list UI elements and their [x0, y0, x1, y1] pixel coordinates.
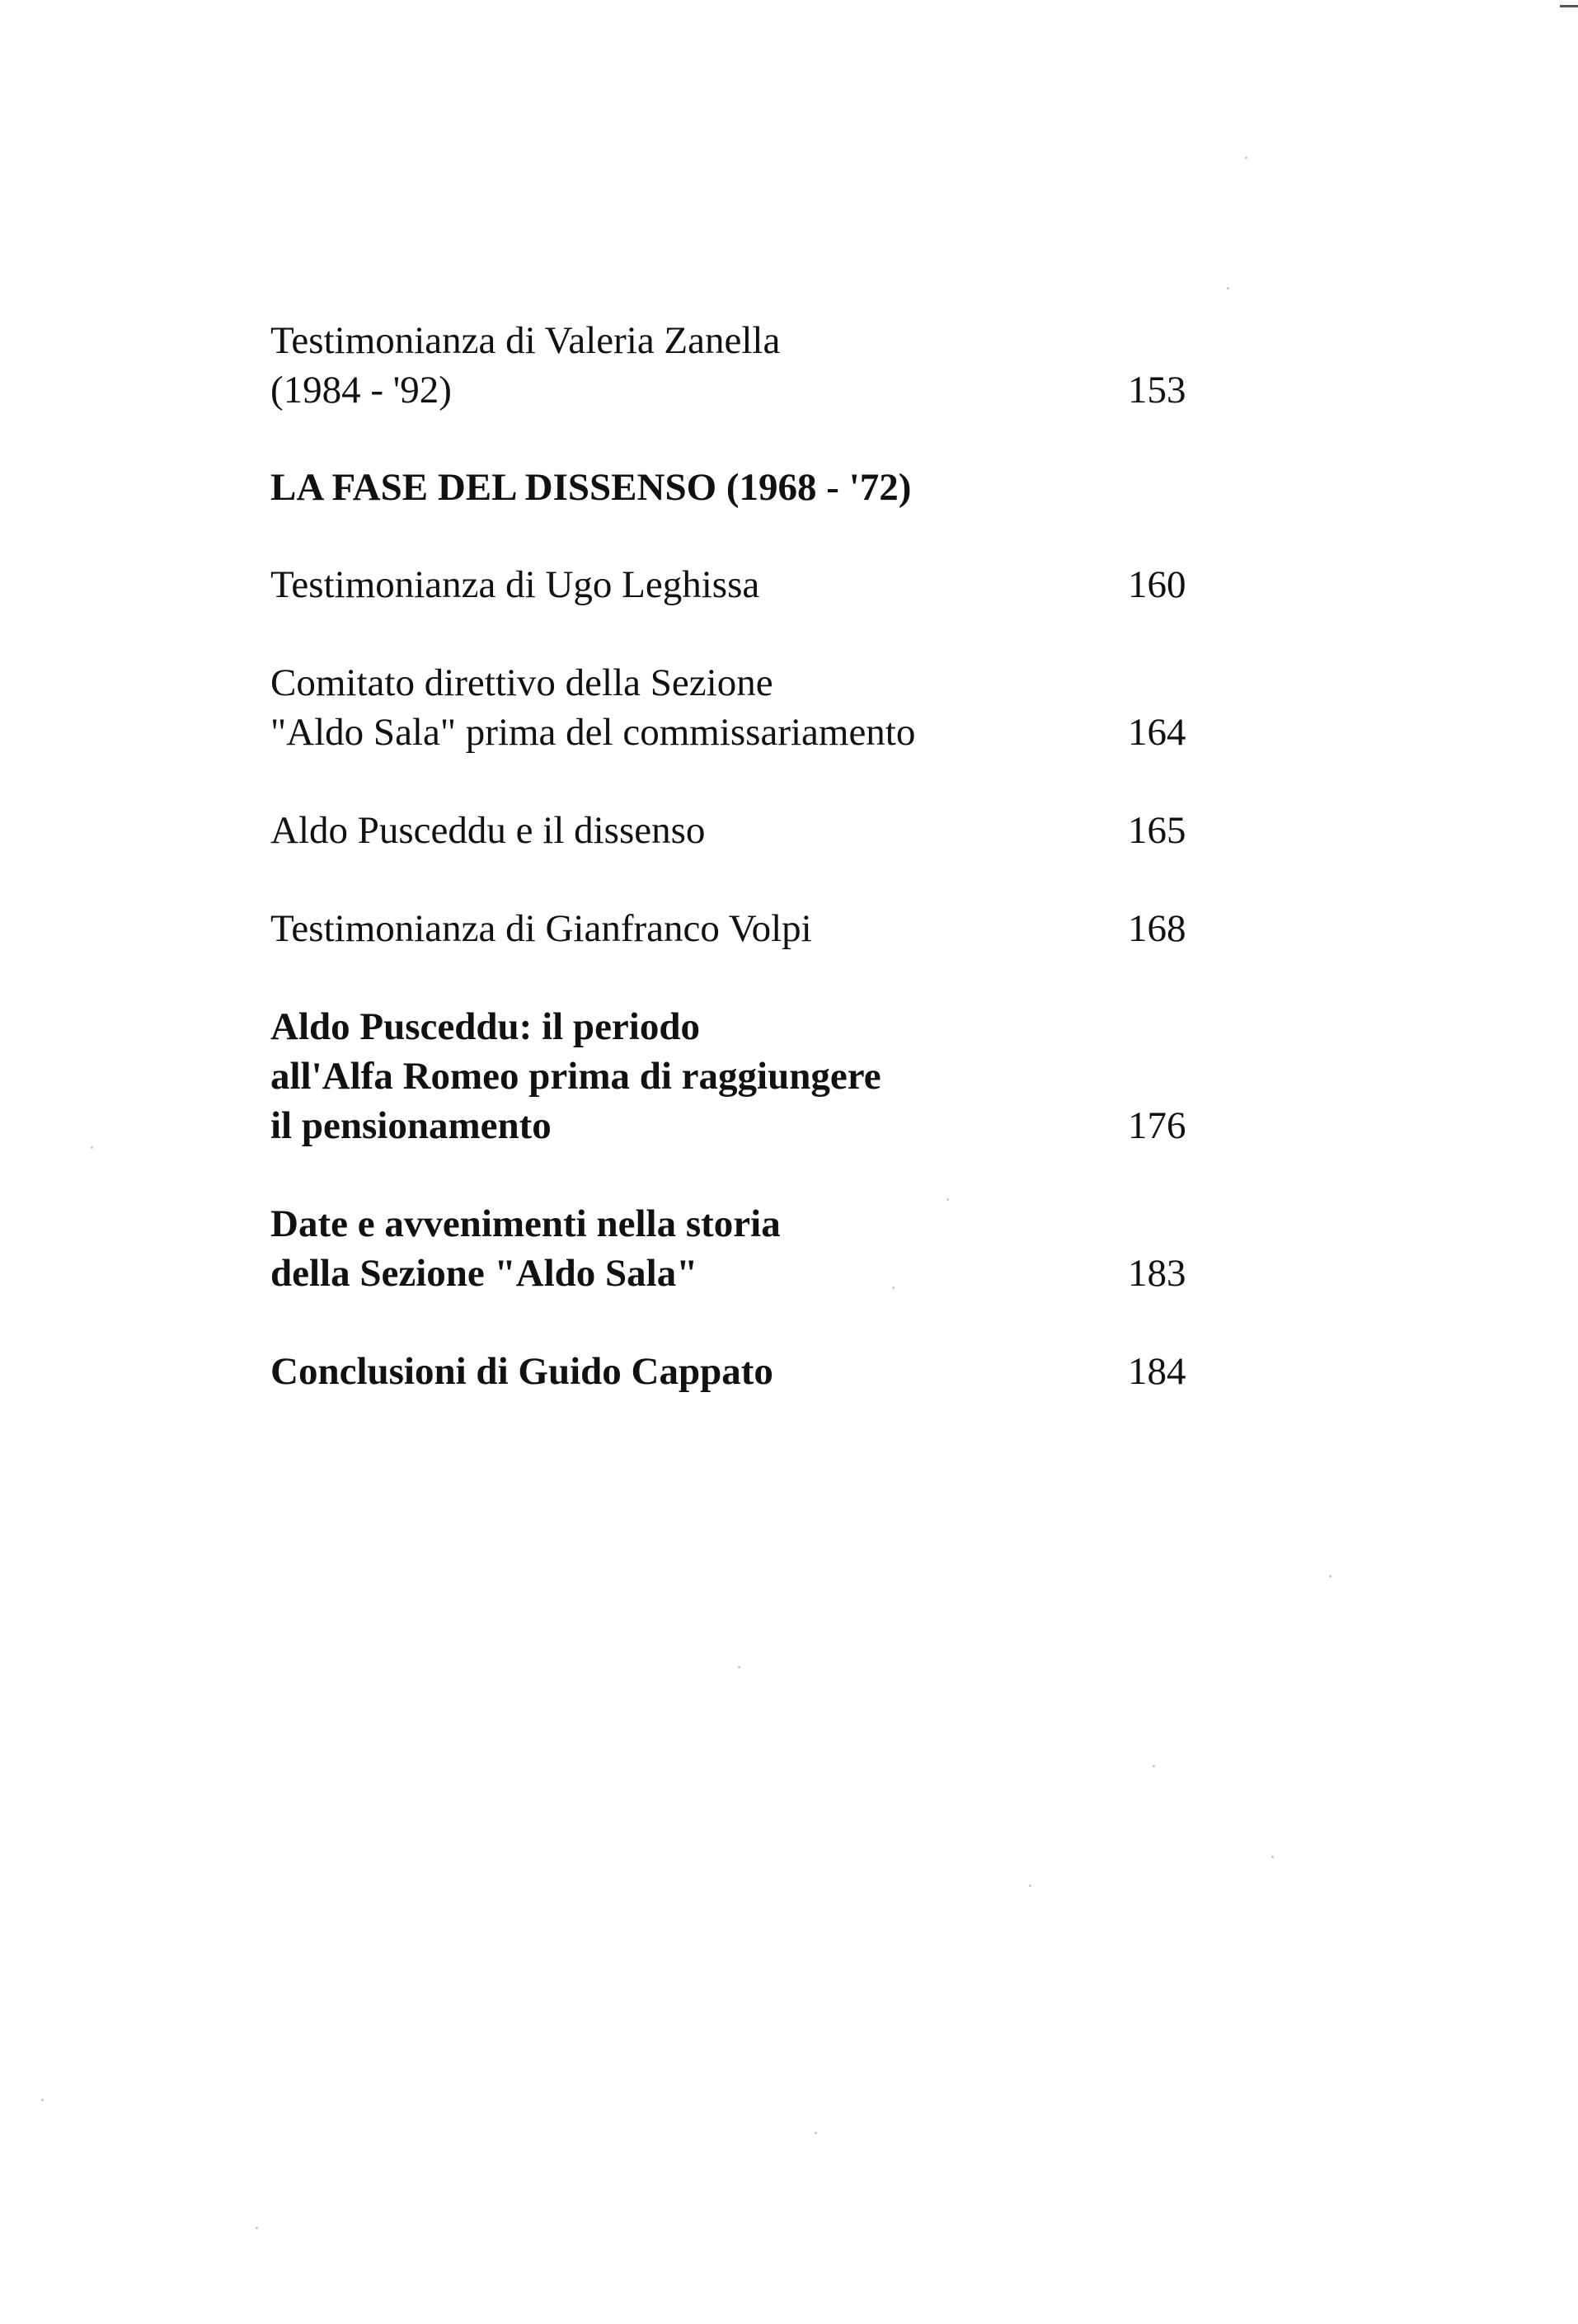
scan-mark: [1560, 5, 1578, 7]
toc-entry: [270, 1347, 1202, 1396]
toc-entry-title: Aldo Pusceddu e il dissenso: [270, 809, 706, 852]
toc-entry: [270, 316, 1202, 415]
toc-page-number: 183: [1128, 1252, 1186, 1295]
scan-speck: [91, 1146, 93, 1149]
scan-speck: [892, 1287, 895, 1289]
toc-entry-title: della Sezione "Aldo Sala": [270, 1252, 698, 1295]
toc-page-number: 165: [1128, 809, 1186, 852]
scan-speck: [1329, 1575, 1331, 1578]
toc-entry-title: Aldo Pusceddu: il periodo: [270, 1005, 700, 1048]
toc-entry-title: Date e avvenimenti nella storia: [270, 1202, 781, 1245]
toc-entry-title: Testimonianza di Ugo Leghissa: [270, 563, 760, 606]
toc-entry: [270, 1002, 1202, 1150]
toc-page-number: 153: [1128, 369, 1186, 412]
scan-speck: [41, 2099, 44, 2101]
scan-speck: [1029, 1884, 1031, 1887]
toc-entry: [270, 1199, 1202, 1298]
toc-entry-title: (1984 - '92): [270, 369, 452, 412]
toc-entry: [270, 560, 1202, 609]
toc-entry-title: Testimonianza di Valeria Zanella: [270, 319, 781, 362]
scan-speck: [1153, 1765, 1155, 1767]
scan-speck: [256, 2227, 258, 2229]
toc-entry-title: il pensionamento: [270, 1104, 552, 1147]
toc-entry: [270, 904, 1202, 953]
scan-speck: [738, 1666, 740, 1668]
toc-entry-title: all'Alfa Romeo prima di raggiungere: [270, 1055, 881, 1098]
scan-speck: [815, 2132, 817, 2134]
scan-speck: [1245, 157, 1247, 159]
toc-page-number: 184: [1128, 1350, 1186, 1393]
toc-entry-title: Conclusioni di Guido Cappato: [270, 1350, 773, 1393]
scan-speck: [1227, 287, 1229, 289]
toc-page-number: 160: [1128, 563, 1186, 606]
section-heading-title: LA FASE DEL DISSENSO (1968 - '72): [270, 466, 912, 509]
toc-entry: [270, 806, 1202, 855]
toc-page-number: 176: [1128, 1104, 1186, 1147]
toc-entry-title: "Aldo Sala" prima del commissariamento: [270, 711, 916, 754]
toc-entry-title: Comitato direttivo della Sezione: [270, 661, 773, 704]
toc-entry: [270, 658, 1202, 757]
table-of-contents: [270, 316, 1202, 1396]
toc-page-number: 164: [1128, 711, 1186, 754]
toc-section-heading: [270, 463, 1202, 512]
scan-speck: [1271, 1856, 1274, 1858]
toc-page-number: 168: [1128, 907, 1186, 950]
scan-speck: [946, 1198, 949, 1201]
toc-entry-title: Testimonianza di Gianfranco Volpi: [270, 907, 812, 950]
